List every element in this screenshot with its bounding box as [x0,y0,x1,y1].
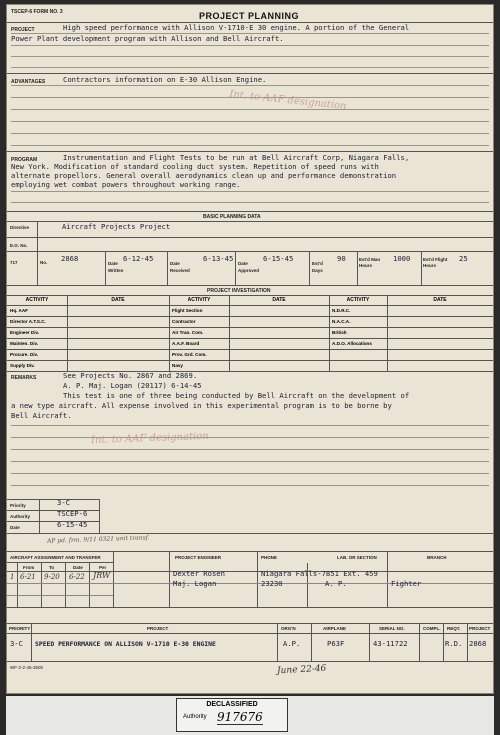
bottom-orgn: A.P. [283,639,301,648]
directive-label: Directive [10,225,30,230]
declassified-text: DECLASSIFIED [206,701,258,708]
program-line-2: New York. Modification of standard cooling duct system. Repetition of speed runs with [11,162,379,171]
investigation-row-line [7,360,493,361]
bottom-serial: 43-11722 [373,639,408,648]
pink-handwriting-1: Int. to AAF designation [228,88,347,113]
form-number: TSCEP-6 FORM NO. 3 [11,9,63,15]
authority-value: TSCEP-6 [57,509,88,518]
branch-heading: BRANCH [427,555,447,560]
written-label: Written [108,268,124,273]
date-small-label: Date [10,525,20,530]
man-hours-label: Est'd Man Hours [359,257,381,268]
remarks-line-3: This test is one of three being conducted by Bell Aircraft on the development of [63,391,410,400]
assign-to: 9-20 [44,573,60,581]
engineer-heading: PROJECT ENGINEER [175,555,222,560]
est-days: 90 [337,254,346,263]
assignment-heading: AIRCRAFT ASSIGNMENT AND TRANSFER [10,555,101,560]
investigation-row-line [7,338,493,339]
form-sheet: TSCEP-6 FORM NO. 3 PROJECT PLANNING PROJECT High speed performance with Allison V-1710-E 30 engine. A portion of the General Power Plant development program with Allison and Bell Aircraft. ADVANTAGES Contractors information on E-30 Allison Engine. Int. to AAF designation PROGRAM Instrumentation and Flight Tests to be run at Bell Aircraft Corp, Niagara Falls, New York. Modification of standard cooling duct system. Repetition of speed runs with alternate propellors. General overall aerodynamics clean up and performance demonstration employing wet combat powers throughout working range. BASIC PLANNING DATA Directive Aircraft Projects Project E.O. No. 717 No. 2868 Date Written 6-12-45 Date Received 6-13-45 Date Approved 6-15-45 Est'd Days 90 Est'd Man Hours 1000 Est'd Flight Hours 25 PROJECT INVESTIGATION ACTIVITY DATE ACTIVITY DATE ACTIVITY DATE Hq. AAF Flight Section N.D.R.C. Director A.T.S.C. Contractor N.A.C.A. Engineer Div. Air Tran. Com. British Mainten. Div. A.A.F. Board A.D.O. Allocations Procure. Div. Prov. Grd. Com. Supply Div. Navy REMARKS See Projects No. 2867 and 2869. A. P. Maj. Logan (20117) 6-14-45 This test is one of three being conducted by Bell Aircraft on the development of a new type aircraft. All expense involved in this experimental program is to be borne by Bell Aircraft. Int. to AAF designation Priority 3-C Authority TSCEP-6 Date 6-15-45 AP pd. frm. 9/11 0321 unit transf. AIRCRAFT ASSIGNMENT AND TRANSFER PROJECT ENGINEER PHONE LAB. OR SECTION BRANCH From To Date Per 1 6-21 9-20 6-22 JRW Dexter Rosen Niagara Falls-7851 Ext. 459 Maj. Logan 23230 A. P. Fighter PRIORITY PROJECT ORG'N AIRPLANE SERIAL NO. COMPL. REQT. PROJECT 3-C SPEED PERFORMANCE ON ALLISON V-1710 E-30 ENGINE A.P. P63F 43-11722 R.D. 2868 WF-2-2-45-3500 June 22-46 [6,4,494,694]
assign-per-initials: JRW [93,571,111,580]
engineer-2-name: Maj. Logan [173,579,217,588]
investigation-activity: Hq. AAF [10,308,28,313]
investigation-col-line [229,295,230,371]
received-label: Received [170,268,190,273]
investigation-col-line [169,295,170,371]
est-flight-hours: 25 [459,254,468,263]
investigation-heading: PROJECT INVESTIGATION [207,288,271,294]
program-line-1: Instrumentation and Flight Tests to be run at Bell Aircraft Corp, Niagara Falls, [63,153,410,162]
investigation-table [7,295,493,371]
date-label-1: Date [108,261,118,266]
investigation-activity: N.A.C.A. [332,319,351,324]
handwritten-date: June 22-46 [276,663,327,677]
investigation-activity: British [332,330,347,335]
investigation-activity: Contractor [172,319,196,324]
engineer-1-phone: Niagara Falls-7851 Ext. 459 [261,569,378,578]
engineer-2-phone: 23230 [261,579,283,588]
from-heading: From [23,565,35,570]
assign-date: 6-22 [69,573,85,581]
investigation-col-header: ACTIVITY [346,297,370,303]
priority-value: 3-C [57,498,70,507]
investigation-activity: N.D.R.C. [332,308,351,313]
estd-label: Est'd [312,261,323,266]
faint-handwriting: AP pd. frm. 9/11 0321 unit transf. [46,534,150,545]
investigation-col-header: DATE [272,297,286,303]
authority-label: Authority [10,514,30,519]
investigation-activity: Flight Section [172,308,203,313]
to-heading: To [49,565,55,570]
project-number: 2868 [61,254,79,263]
program-label: PROGRAM [11,157,38,163]
date-received: 6-13-45 [203,254,234,263]
date-label-2: Date [170,261,180,266]
program-line-4: employing wet combat powers throughout working range. [11,180,241,189]
bottom-reqt: R.D. [445,639,463,648]
investigation-row-line [7,349,493,350]
no-label: No. [40,260,48,265]
bottom-project-label: PROJECT [147,626,169,631]
pink-handwriting-2: Int. to AAF designation [90,430,209,447]
project-label: PROJECT [11,27,35,33]
footer-code: WF-2-2-45-3500 [10,665,44,670]
investigation-row-line [7,316,493,317]
remarks-label: REMARKS [11,375,37,381]
directive-value: Aircraft Projects Project [62,222,171,231]
bottom-reqt-label: REQT. [447,626,461,631]
project-line-2: Power Plant development program with Allison and Bell Aircraft. [11,34,284,43]
remarks-line-4: a new type aircraft. All expense involved in this experimental program is to be borne by [11,401,392,410]
authority-stamp-label: Authority [183,714,207,720]
advantages-label: ADVANTAGES [11,79,46,85]
date-written: 6-12-45 [123,254,154,263]
bottom-orgn-label: ORG'N [281,626,296,631]
program-line-3: alternate propellors. General overall aerodynamics clean up and performance demonstration [11,171,397,180]
est-man-hours: 1000 [393,254,411,263]
declassified-stamp [176,698,288,732]
investigation-col-header: ACTIVITY [25,297,49,303]
investigation-activity: Supply Div. [10,363,35,368]
investigation-col-header: DATE [111,297,125,303]
bottom-compl-label: COMPL. [423,626,441,631]
investigation-row-line [7,305,493,306]
priority-label: Priority [10,503,26,508]
bottom-project-no-label: PROJECT [469,626,491,631]
flight-hours-label: Est'd Flight Hours [423,257,448,268]
engineer-2-lab: A. P. [325,579,347,588]
investigation-col-line [387,295,388,371]
engineer-1-name: Dexter Rosen [173,569,225,578]
investigation-col-header: DATE [433,297,447,303]
bottom-project: SPEED PERFORMANCE ON ALLISON V-1710 E-30 ENGINE [35,640,216,648]
investigation-activity: A.D.O. Allocations [332,341,372,346]
approved-label: Approved [238,268,260,273]
row-code: 717 [10,260,18,265]
remarks-line-1: See Projects No. 2867 and 2869. [63,371,198,380]
project-line-1: High speed performance with Allison V-1710-E 30 engine. A portion of the General [63,23,410,32]
remarks-line-2: A. P. Maj. Logan (20117) 6-14-45 [63,381,202,390]
date-approved: 6-15-45 [263,254,294,263]
per-heading: Per [99,565,107,570]
lab-heading: LAB. OR SECTION [337,555,377,560]
investigation-activity: A.A.F. Board [172,341,200,346]
bottom-serial-label: SERIAL NO. [379,626,405,631]
advantages-text: Contractors information on E-30 Allison Engine. [63,75,267,84]
investigation-col-line [329,295,330,371]
date-label-3: Date [238,261,248,266]
engineer-2-branch: Fighter [391,579,422,588]
eo-label: E.O. No. [10,243,28,248]
bottom-project-no: 2868 [469,639,487,648]
authority-stamp-number: 917676 [217,710,263,724]
investigation-row-line [7,327,493,328]
investigation-activity: Mainten. Div. [10,341,38,346]
investigation-activity: Air Tran. Com. [172,330,204,335]
days-label: Days [312,268,323,273]
investigation-activity: Director A.T.S.C. [10,319,46,324]
remarks-line-5: Bell Aircraft. [11,411,72,420]
bottom-priority-label: PRIORITY [9,626,31,631]
bottom-priority: 3-C [10,639,23,648]
investigation-activity: Prov. Grd. Com. [172,352,207,357]
investigation-activity: Procure. Div. [10,352,38,357]
investigation-col-line [67,295,68,371]
investigation-activity: Navy [172,363,183,368]
date-heading-2: Date [73,565,83,570]
bottom-airplane: P63F [327,639,345,648]
date-value: 6-15-45 [57,520,88,529]
bottom-airplane-label: AIRPLANE [323,626,347,631]
basic-planning-heading: BASIC PLANNING DATA [203,214,261,220]
investigation-col-header: ACTIVITY [187,297,211,303]
assign-from: 6-21 [20,573,36,581]
phone-heading: PHONE [261,555,278,560]
investigation-activity: Engineer Div. [10,330,40,335]
form-title: PROJECT PLANNING [199,11,300,21]
